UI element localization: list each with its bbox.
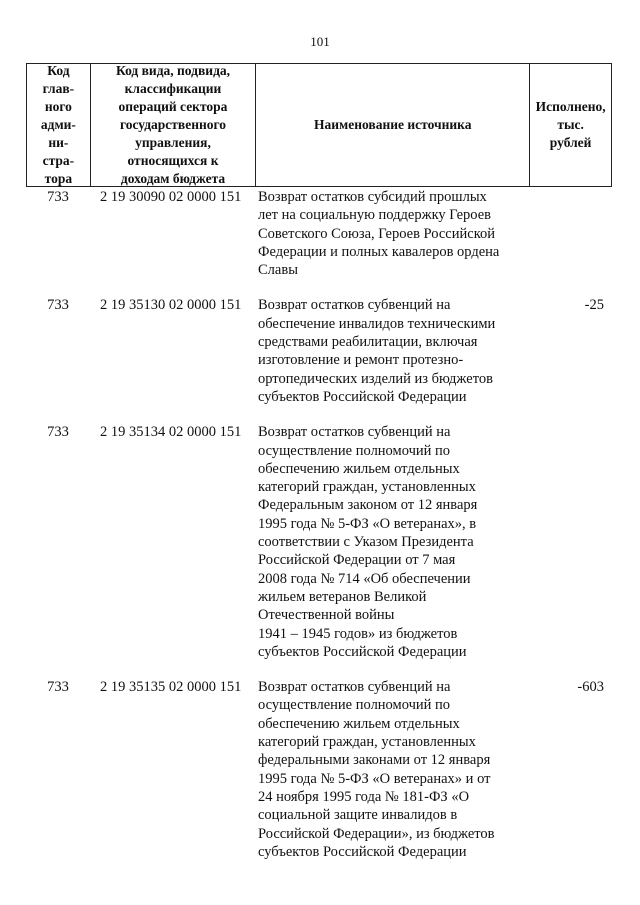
- executed-cell: -25: [584, 297, 604, 314]
- executed-cell: -603: [577, 679, 604, 696]
- source-name-cell: Возврат остатков субвенций на осуществление полномочий по обеспечению жильем отдельных категорий граждан, установленных федеральными законами от 12 января 1995 года № 5-ФЗ «О ветеранах» и от 24 ноября 1995 года № 181-ФЗ «О социальной защите инвалидов в Российской Федерации», из бюджетов субъектов Российской Федерации: [258, 679, 495, 860]
- source-name-cell: Возврат остатков субвенций на осуществление полномочий по обеспечению жильем отдельных категорий граждан, установленных Федеральным законом от 12 января 1995 года № 5-ФЗ «О ветеранах», в соответствии с Указом Президента Российской Федерации от 7 мая 2008 года № 714 «Об обеспечении жильем ветеранов Великой Отечественной войны 1941 – 1945 годов» из бюджетов субъектов Российской Федерации: [258, 424, 478, 660]
- table-row: [26, 296, 612, 406]
- page-number: 101: [310, 34, 330, 49]
- header-type-code: Код вида, подвида, классификации операций сектора государственного управления, относящихся к доходам бюджета: [91, 64, 256, 186]
- source-name-cell: Возврат остатков субсидий прошлых лет на социальную поддержку Героев Советского Союза, Героев Российской Федерации и полных кавалеров ордена Славы: [258, 189, 500, 279]
- admin-code-cell: 733: [47, 679, 69, 696]
- table-row: [26, 188, 612, 279]
- type-code-cell: 2 19 35135 02 0000 151: [100, 679, 242, 696]
- admin-code-cell: 733: [47, 297, 69, 314]
- admin-code-cell: 733: [47, 424, 69, 441]
- executed-cell: [531, 188, 612, 279]
- table-row: [26, 678, 612, 861]
- source-name-cell: Возврат остатков субвенций на обеспечение инвалидов техническими средствами реабилитации, включая изготовление и ремонт протезно- ортопедических изделий из бюджетов субъектов Российской Федерации: [258, 297, 496, 405]
- header-admin-code: Код глав- ного адми- ни- стра- тора: [27, 64, 91, 186]
- header-executed: Исполнено, тыс. рублей: [535, 99, 606, 150]
- admin-code-cell: 733: [47, 189, 69, 205]
- executed-cell: [531, 423, 612, 661]
- type-code-cell: 2 19 35134 02 0000 151: [100, 424, 242, 441]
- table-row: [26, 423, 612, 661]
- table-header: [26, 63, 612, 187]
- table-body: [26, 188, 612, 861]
- type-code-cell: 2 19 30090 02 0000 151: [100, 189, 242, 205]
- header-source-name: Наименование источника: [256, 64, 530, 186]
- type-code-cell: 2 19 35130 02 0000 151: [100, 297, 242, 314]
